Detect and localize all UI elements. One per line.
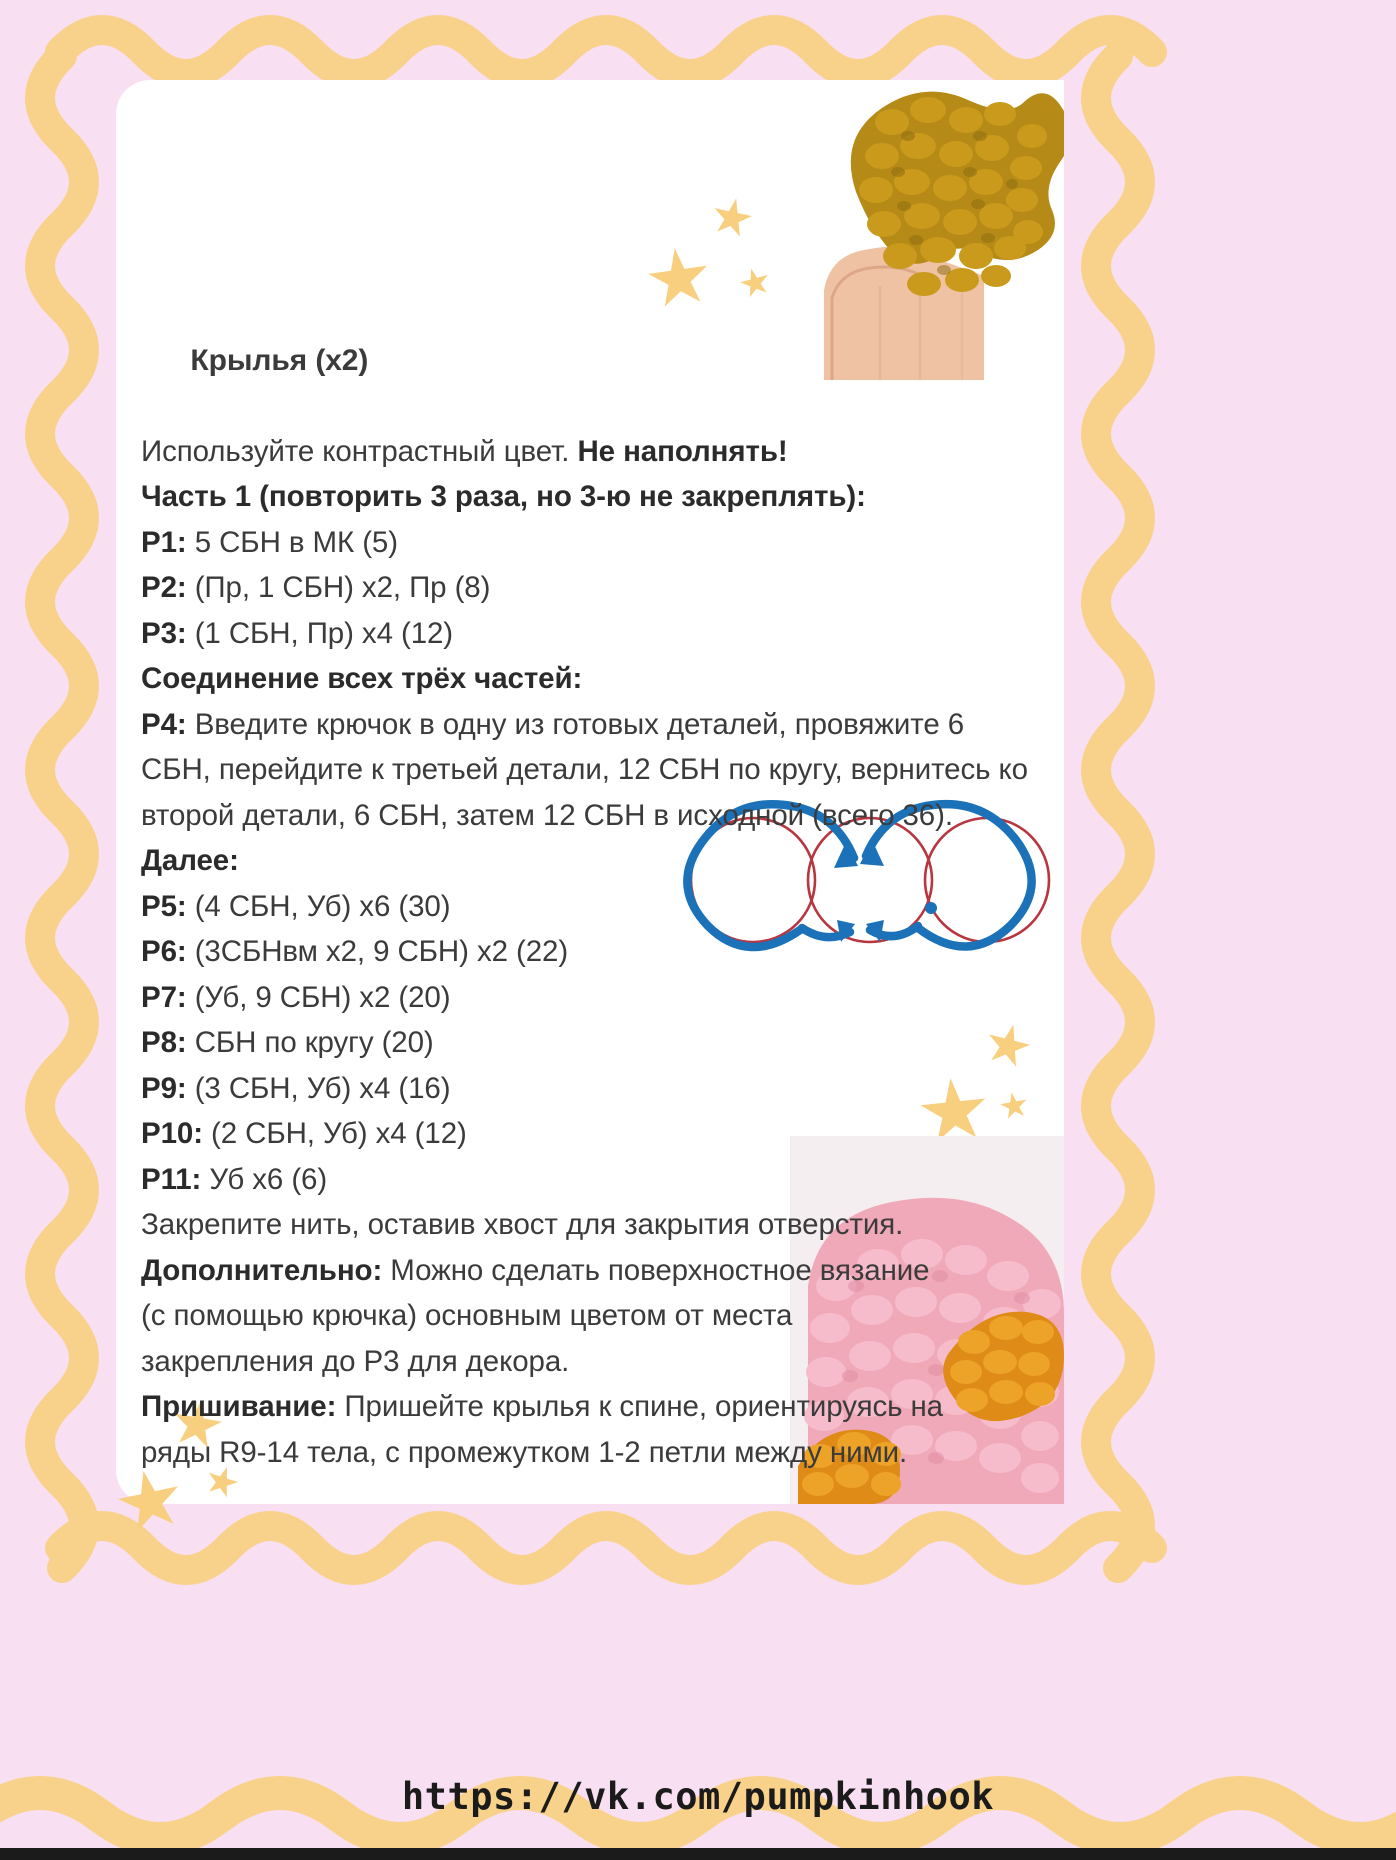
pattern-line-label: P11: [141,1162,202,1196]
pattern-line-label: Дополнительно: [141,1253,383,1287]
pattern-line-body: (4 СБН, Уб) x6 (30) [186,889,451,923]
pattern-line-label: P10: [141,1117,203,1150]
pattern-line-emphasis: Не наполнять! [577,434,788,468]
pattern-line-label: P9: [141,1071,187,1105]
pattern-line-sewing [141,1384,971,1475]
pattern-line-body: (Пр, 1 СБН) x2, Пр (8) [186,571,491,604]
pattern-line-label: Пришивание: [141,1390,337,1423]
pattern-line-r4 [141,702,1031,839]
pattern-line-r6 [141,929,1031,975]
pattern-line-label: P1: [141,525,187,559]
pattern-line-label: Часть 1 (повторить 3 раза, но 3-ю не закреплять): [141,480,866,513]
pattern-line-extra [141,1248,941,1385]
pattern-line-label: P5: [141,889,187,923]
footer-url[interactable] [0,1775,1396,1818]
pattern-line-r2 [141,565,1031,611]
pattern-line-label: Далее: [141,844,239,877]
pattern-line-body: СБН по кругу (20) [186,1026,434,1059]
section-title [141,292,1031,429]
pattern-line-label: P6: [141,935,187,968]
pattern-line-label: P8: [141,1026,187,1059]
pattern-line-intro [141,429,1031,475]
pattern-line-body: (1 СБН, Пр) x4 (12) [186,616,454,650]
pattern-line-body: Закрепите нить, оставив хвост для закрытия отверстия. [141,1208,904,1241]
pattern-line-fasten [141,1202,1031,1248]
pattern-line-body: 5 СБН в МК (5) [186,525,398,559]
pattern-line-r10 [141,1111,1031,1157]
pattern-line-body: (Уб, 9 СБН) x2 (20) [186,980,451,1014]
pattern-lines [141,429,1031,1476]
pattern-line-label: P2: [141,571,187,604]
pattern-line-body: (2 СБН, Уб) x4 (12) [202,1117,467,1150]
pattern-line-r7 [141,975,1031,1021]
pattern-line-body: (3СБНвм x2, 9 СБН) x2 (22) [186,935,569,968]
pattern-line-label: P7: [141,980,187,1014]
footer-url-text: https://vk.com/pumpkinhook [401,1775,995,1818]
pattern-line-body: Используйте контрастный цвет. [141,434,578,468]
pattern-line-r11 [141,1157,1031,1203]
pattern-line-body: Введите крючок в одну из готовых деталей, провяжите 6 СБН, перейдите к третьей детали, 12 СБН по кругу, вернитесь ко второй детали, 6 СБН, затем 12 СБН в исходной (всего 36). [141,707,1028,832]
footer-bar [0,1848,1396,1860]
pattern-line-label: P3: [141,616,187,650]
pattern-line-label: P4: [141,707,187,741]
pattern-line-r5 [141,884,1031,930]
pattern-line-body: Можно сделать поверхностное вязание (с помощью крючка) основным цветом от места закрепления до P3 для декора. [141,1253,930,1378]
pattern-line-body: Пришейте крылья к спине, ориентируясь на ряды R9-14 тела, с промежутком 1-2 петли между ними. [141,1390,943,1469]
pattern-line-r9 [141,1066,1031,1112]
pattern-line-join-header [141,656,1031,702]
pattern-line-r3 [141,611,1031,657]
pattern-line-r8 [141,1020,1031,1066]
pattern-line-label: Соединение всех трёх частей: [141,662,583,695]
pattern-line-body: Уб x6 (6) [201,1162,328,1196]
pattern-line-part1-header [141,474,1031,520]
pattern-line-body: (3 СБН, Уб) x4 (16) [186,1071,451,1105]
pattern-line-next-header [141,838,1031,884]
section-title-text: Крылья (x2) [190,343,369,377]
pattern-text-column [141,292,1031,1475]
pattern-line-r1 [141,520,1031,566]
